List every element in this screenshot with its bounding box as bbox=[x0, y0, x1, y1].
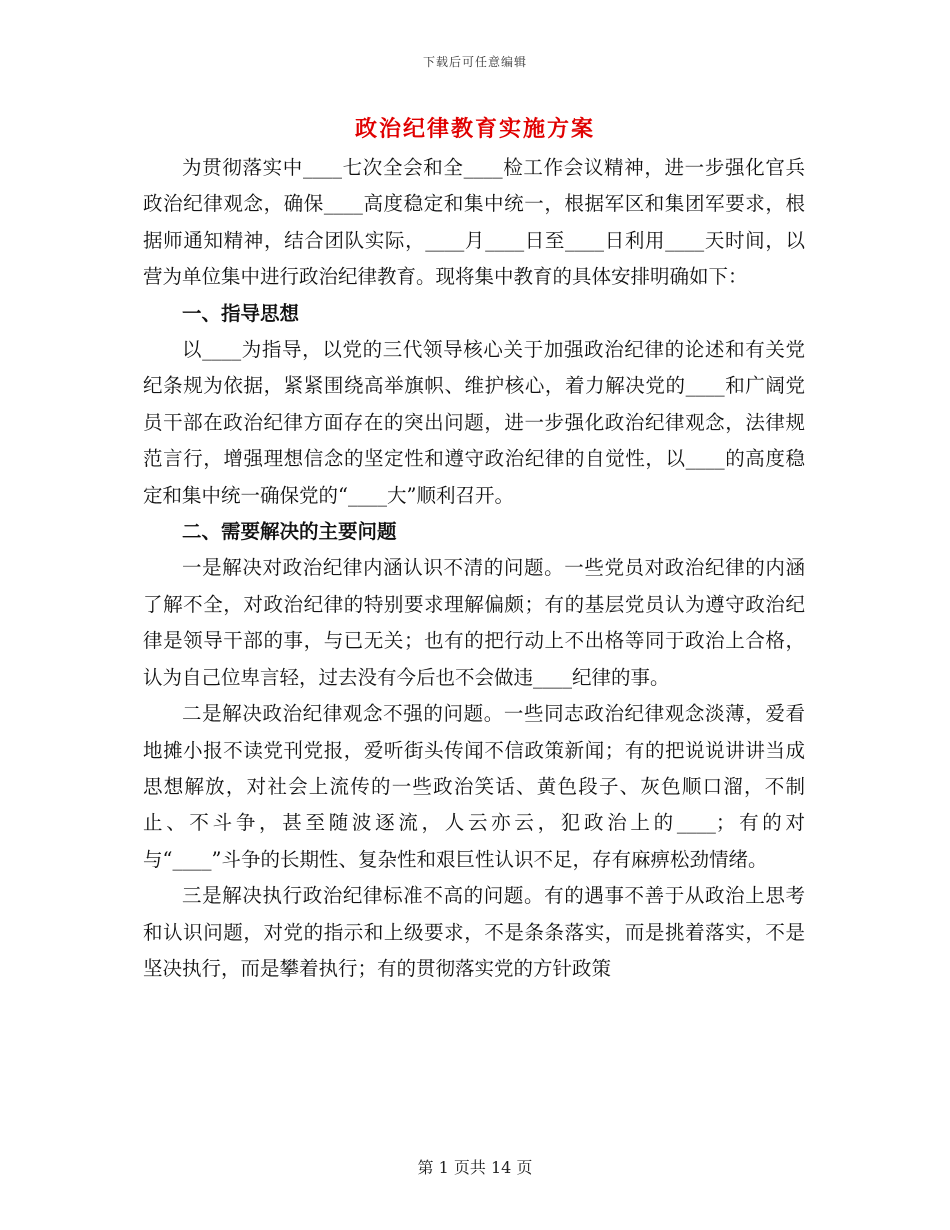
page-number: 第 1 页共 14 页 bbox=[417, 1158, 533, 1177]
section-heading-main-problems: 二、需要解决的主要问题 bbox=[182, 520, 397, 544]
problem-paragraph-2: 二是解决政治纪律观念不强的问题。一些同志政治纪律观念淡薄，爱看地摊小报不读党刊党报，爱听街头传闻不信政策新闻；有的把说说讲讲当成思想解放，对社会上流传的一些政治笑话、黄色段子、灰色顺口溜，不制止、不斗争，甚至随波逐流，人云亦云，犯政治上的____；有的对与“____”斗争的长期性、复杂性和艰巨性认识不足，存有麻痹松劲情绪。 bbox=[143, 702, 805, 871]
problem-paragraph-1: 一是解决对政治纪律内涵认识不清的问题。一些党员对政治纪律的内涵了解不全，对政治纪律的特别要求理解偏颇；有的基层党员认为遵守政治纪律是领导干部的事，与已无关；也有的把行动上不出格等同于政治上合格，认为自己位卑言轻，过去没有今后也不会做违____纪律的事。 bbox=[143, 556, 805, 689]
document-title: 政治纪律教育实施方案 bbox=[354, 117, 595, 142]
document-body bbox=[143, 150, 805, 987]
section-heading-guiding-ideology: 一、指导思想 bbox=[182, 301, 300, 325]
intro-paragraph: 为贯彻落实中____七次全会和全____检工作会议精神，进一步强化官兵政治纪律观念，确保____高度稳定和集中统一，根据军区和集团军要求，根据师通知精神，结合团队实际，____月____日至____日利用____天时间，以营为单位集中进行政治纪律教育。现将集中教育的具体安排明确如下： bbox=[143, 156, 805, 289]
guiding-ideology-paragraph: 以____为指导，以党的三代领导核心关于加强政治纪律的论述和有关党纪条规为依据，紧紧围绕高举旗帜、维护核心，着力解决党的____和广阔党员干部在政治纪律方面存在的突出问题，进一步强化政治纪律观念，法律规范言行，增强理想信念的坚定性和遵守政治纪律的自觉性，以____的高度稳定和集中统一确保党的“____大”顺利召开。 bbox=[143, 338, 805, 507]
problem-paragraph-3: 三是解决执行政治纪律标准不高的问题。有的遇事不善于从政治上思考和认识问题，对党的指示和上级要求，不是条条落实，而是挑着落实，不是坚决执行，而是攀着执行；有的贯彻落实党的方针政策 bbox=[143, 884, 805, 980]
page-header-note: 下载后可任意编辑 bbox=[422, 55, 527, 69]
